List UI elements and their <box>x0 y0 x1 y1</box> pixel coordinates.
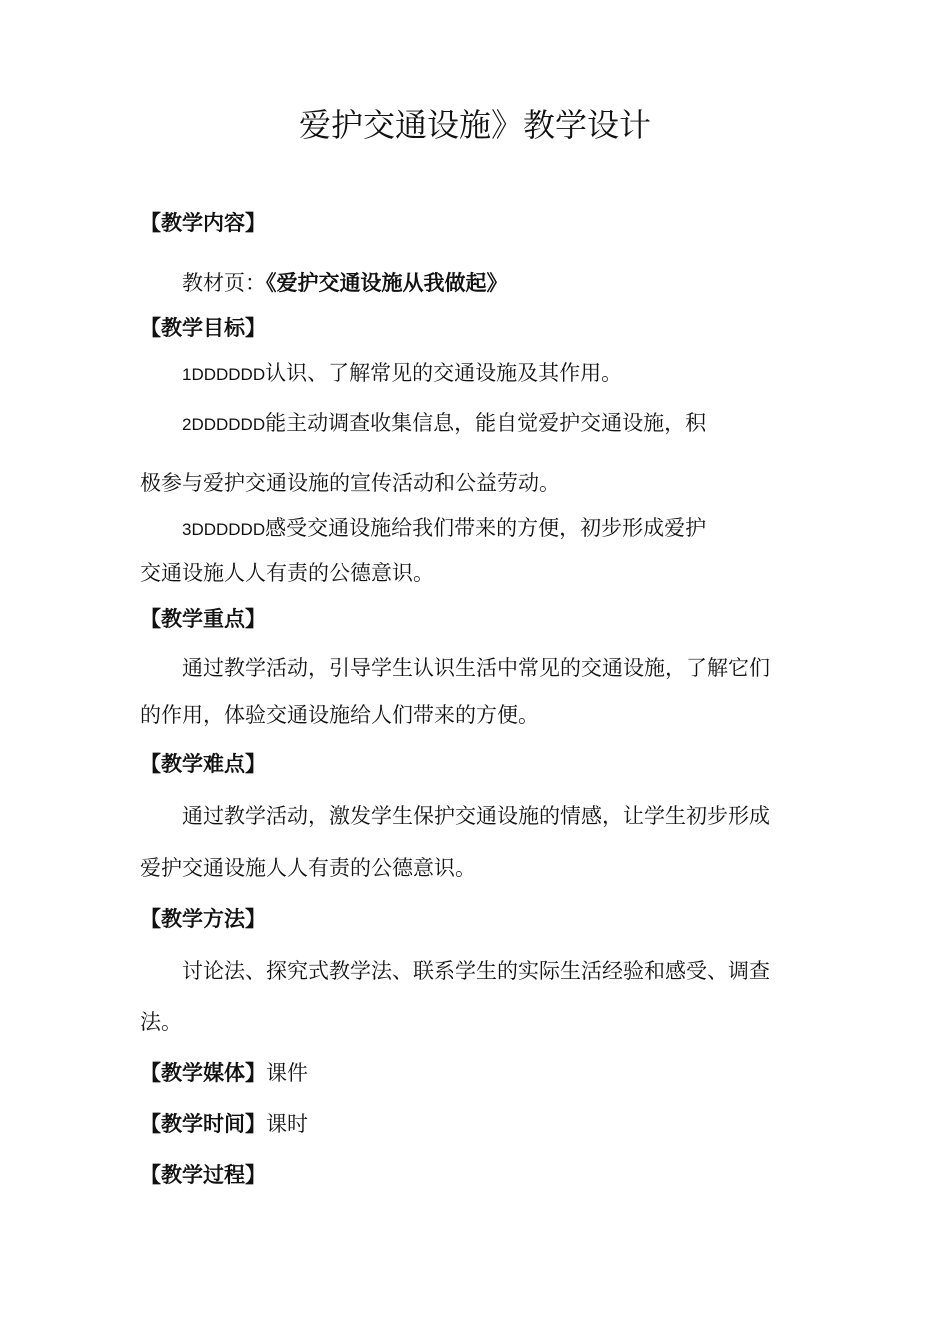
textbook-title: 《爱护交通设施从我做起》 <box>266 271 508 295</box>
section-heading-methods: 【教学方法】 <box>140 907 266 931</box>
goal-item-3 <box>182 514 706 544</box>
methods-text: 讨论法、探究式教学法、联系学生的实际生活经验和感受、调查 <box>182 959 770 983</box>
media-value: 课件 <box>266 1061 308 1085</box>
goal-item-2-continued: 极参与爱护交通设施的宣传活动和公益劳动。 <box>140 471 560 495</box>
goal-item-2 <box>182 409 706 439</box>
goal-item-3-continued: 交通设施人人有责的公德意识。 <box>140 561 434 585</box>
section-heading-process: 【教学过程】 <box>140 1163 266 1187</box>
goal-text: 认识、了解常见的交通设施及其作用。 <box>265 361 623 385</box>
difficulties-text: 通过教学活动，激发学生保护交通设施的情感，让学生初步形成 <box>182 804 770 828</box>
section-heading-difficulties: 【教学难点】 <box>140 752 266 776</box>
textbook-line <box>182 269 508 297</box>
textbook-label: 教材页： <box>182 271 266 295</box>
time-line <box>140 1110 308 1138</box>
goal-text: 感受交通设施给我们带来的方便，初步形成爱护 <box>265 516 707 540</box>
section-heading-media: 【教学媒体】 <box>140 1061 266 1085</box>
key-points-text-continued: 的作用，体验交通设施给人们带来的方便。 <box>140 703 539 727</box>
section-heading-time: 【教学时间】 <box>140 1112 266 1136</box>
document-title: 爱护交通设施》教学设计 <box>298 106 651 144</box>
section-heading-key-points: 【教学重点】 <box>140 607 266 631</box>
goal-number: 2DDDDDD <box>182 415 266 434</box>
key-points-text: 通过教学活动，引导学生认识生活中常见的交通设施，了解它们 <box>182 656 770 680</box>
methods-text-continued: 法。 <box>140 1010 182 1034</box>
section-heading-content: 【教学内容】 <box>140 211 266 235</box>
goal-item-1 <box>182 359 622 389</box>
goal-text: 能主动调查收集信息，能自觉爱护交通设施，积 <box>265 411 707 435</box>
section-heading-goals: 【教学目标】 <box>140 316 266 340</box>
media-line <box>140 1059 308 1087</box>
goal-number: 3DDDDDD <box>182 520 266 539</box>
goal-number: 1DDDDDD <box>182 365 266 384</box>
difficulties-text-continued: 爱护交通设施人人有责的公德意识。 <box>140 856 476 880</box>
time-value: 课时 <box>266 1112 308 1136</box>
